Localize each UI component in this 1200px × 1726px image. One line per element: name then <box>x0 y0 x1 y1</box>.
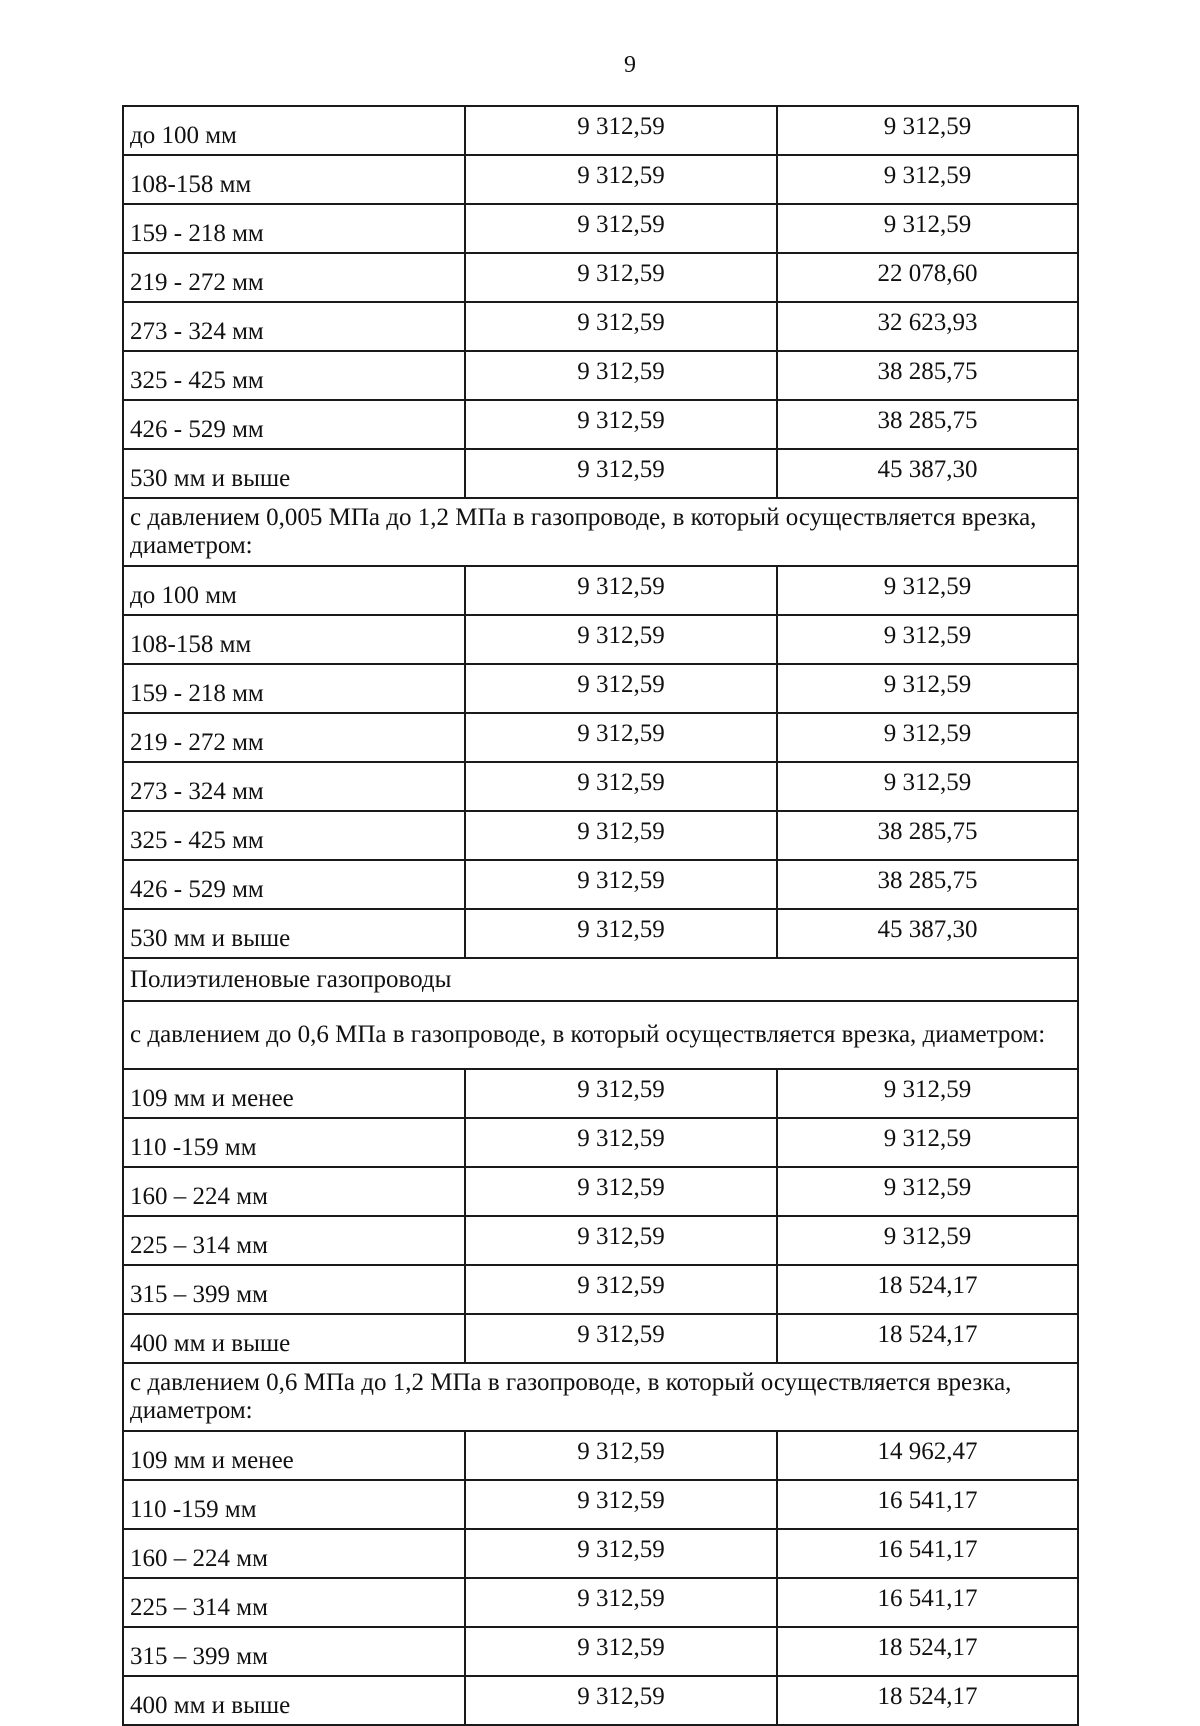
value-col2: 9 312,59 <box>465 253 777 302</box>
table-row <box>123 811 1078 860</box>
table-row <box>123 909 1078 958</box>
value-col2: 9 312,59 <box>465 400 777 449</box>
table-row <box>123 351 1078 400</box>
diameter-label: 219 - 272 мм <box>123 713 465 762</box>
value-col2: 9 312,59 <box>465 1167 777 1216</box>
diameter-label: 273 - 324 мм <box>123 302 465 351</box>
table-row <box>123 155 1078 204</box>
table-row <box>123 1216 1078 1265</box>
table-row <box>123 1069 1078 1118</box>
table-row <box>123 1314 1078 1363</box>
value-col3: 9 312,59 <box>777 1167 1078 1216</box>
table-row <box>123 1265 1078 1314</box>
table-row <box>123 1529 1078 1578</box>
value-col3: 14 962,47 <box>777 1431 1078 1480</box>
value-col2: 9 312,59 <box>465 1480 777 1529</box>
section-heading: с давлением до 0,6 МПа в газопроводе, в который осуществляется врезка, диаметром: <box>123 1001 1078 1069</box>
value-col3: 9 312,59 <box>777 566 1078 615</box>
section-heading: с давлением 0,005 МПа до 1,2 МПа в газопроводе, в который осуществляется врезка, диаметром: <box>123 498 1078 566</box>
value-col2: 9 312,59 <box>465 566 777 615</box>
value-col3: 16 541,17 <box>777 1529 1078 1578</box>
value-col2: 9 312,59 <box>465 762 777 811</box>
diameter-label: 159 - 218 мм <box>123 664 465 713</box>
value-col3: 45 387,30 <box>777 449 1078 498</box>
value-col2: 9 312,59 <box>465 1529 777 1578</box>
value-col3: 9 312,59 <box>777 1118 1078 1167</box>
value-col2: 9 312,59 <box>465 1314 777 1363</box>
value-col3: 38 285,75 <box>777 400 1078 449</box>
table-row <box>123 615 1078 664</box>
value-col2: 9 312,59 <box>465 909 777 958</box>
tariff-table <box>122 105 1079 1726</box>
value-col3: 38 285,75 <box>777 351 1078 400</box>
section-heading-row <box>123 498 1078 566</box>
diameter-label: 108-158 мм <box>123 155 465 204</box>
value-col2: 9 312,59 <box>465 811 777 860</box>
diameter-label: 110 -159 мм <box>123 1480 465 1529</box>
diameter-label: 400 мм и выше <box>123 1314 465 1363</box>
table-row <box>123 713 1078 762</box>
value-col2: 9 312,59 <box>465 449 777 498</box>
diameter-label: 325 - 425 мм <box>123 351 465 400</box>
diameter-label: 325 - 425 мм <box>123 811 465 860</box>
diameter-label: 225 – 314 мм <box>123 1216 465 1265</box>
value-col3: 9 312,59 <box>777 1216 1078 1265</box>
value-col2: 9 312,59 <box>465 1431 777 1480</box>
table-row <box>123 302 1078 351</box>
table-row <box>123 1627 1078 1676</box>
diameter-label: 426 - 529 мм <box>123 860 465 909</box>
diameter-label: 159 - 218 мм <box>123 204 465 253</box>
table-row <box>123 253 1078 302</box>
value-col3: 9 312,59 <box>777 204 1078 253</box>
table-row <box>123 1676 1078 1725</box>
value-col3: 9 312,59 <box>777 713 1078 762</box>
value-col2: 9 312,59 <box>465 664 777 713</box>
value-col2: 9 312,59 <box>465 351 777 400</box>
diameter-label: 219 - 272 мм <box>123 253 465 302</box>
value-col2: 9 312,59 <box>465 1118 777 1167</box>
diameter-label: 530 мм и выше <box>123 909 465 958</box>
value-col3: 9 312,59 <box>777 155 1078 204</box>
value-col2: 9 312,59 <box>465 1216 777 1265</box>
value-col3: 18 524,17 <box>777 1265 1078 1314</box>
table-row <box>123 664 1078 713</box>
table-row <box>123 566 1078 615</box>
value-col3: 9 312,59 <box>777 615 1078 664</box>
table-row <box>123 1118 1078 1167</box>
table-row <box>123 1480 1078 1529</box>
value-col3: 22 078,60 <box>777 253 1078 302</box>
diameter-label: 225 – 314 мм <box>123 1578 465 1627</box>
diameter-label: 160 – 224 мм <box>123 1529 465 1578</box>
value-col3: 38 285,75 <box>777 811 1078 860</box>
value-col2: 9 312,59 <box>465 1676 777 1725</box>
diameter-label: до 100 мм <box>123 106 465 155</box>
table-row <box>123 1431 1078 1480</box>
value-col3: 45 387,30 <box>777 909 1078 958</box>
section-heading-row <box>123 958 1078 1001</box>
diameter-label: 273 - 324 мм <box>123 762 465 811</box>
value-col2: 9 312,59 <box>465 860 777 909</box>
diameter-label: 315 – 399 мм <box>123 1627 465 1676</box>
value-col3: 16 541,17 <box>777 1578 1078 1627</box>
table-row <box>123 1167 1078 1216</box>
section-heading-row <box>123 1001 1078 1069</box>
diameter-label: 110 -159 мм <box>123 1118 465 1167</box>
diameter-label: 315 – 399 мм <box>123 1265 465 1314</box>
value-col2: 9 312,59 <box>465 106 777 155</box>
value-col2: 9 312,59 <box>465 713 777 762</box>
value-col3: 9 312,59 <box>777 106 1078 155</box>
diameter-label: 109 мм и менее <box>123 1431 465 1480</box>
section-heading: Полиэтиленовые газопроводы <box>123 958 1078 1001</box>
value-col3: 18 524,17 <box>777 1627 1078 1676</box>
table-row <box>123 762 1078 811</box>
value-col2: 9 312,59 <box>465 1578 777 1627</box>
value-col2: 9 312,59 <box>465 1265 777 1314</box>
diameter-label: 426 - 529 мм <box>123 400 465 449</box>
section-heading: с давлением 0,6 МПа до 1,2 МПа в газопроводе, в который осуществляется врезка, диаметром: <box>123 1363 1078 1431</box>
table-row <box>123 400 1078 449</box>
diameter-label: до 100 мм <box>123 566 465 615</box>
page-number: 9 <box>624 52 636 78</box>
value-col3: 9 312,59 <box>777 762 1078 811</box>
table-row <box>123 106 1078 155</box>
value-col3: 9 312,59 <box>777 664 1078 713</box>
table-row <box>123 1578 1078 1627</box>
value-col3: 18 524,17 <box>777 1676 1078 1725</box>
value-col3: 32 623,93 <box>777 302 1078 351</box>
value-col2: 9 312,59 <box>465 1627 777 1676</box>
diameter-label: 400 мм и выше <box>123 1676 465 1725</box>
value-col2: 9 312,59 <box>465 302 777 351</box>
diameter-label: 108-158 мм <box>123 615 465 664</box>
tariff-table-body <box>123 106 1078 1725</box>
diameter-label: 160 – 224 мм <box>123 1167 465 1216</box>
value-col3: 16 541,17 <box>777 1480 1078 1529</box>
table-row <box>123 449 1078 498</box>
value-col2: 9 312,59 <box>465 1069 777 1118</box>
table-row <box>123 204 1078 253</box>
value-col3: 38 285,75 <box>777 860 1078 909</box>
diameter-label: 109 мм и менее <box>123 1069 465 1118</box>
value-col3: 18 524,17 <box>777 1314 1078 1363</box>
value-col2: 9 312,59 <box>465 615 777 664</box>
diameter-label: 530 мм и выше <box>123 449 465 498</box>
table-row <box>123 860 1078 909</box>
value-col2: 9 312,59 <box>465 155 777 204</box>
section-heading-row <box>123 1363 1078 1431</box>
value-col3: 9 312,59 <box>777 1069 1078 1118</box>
value-col2: 9 312,59 <box>465 204 777 253</box>
